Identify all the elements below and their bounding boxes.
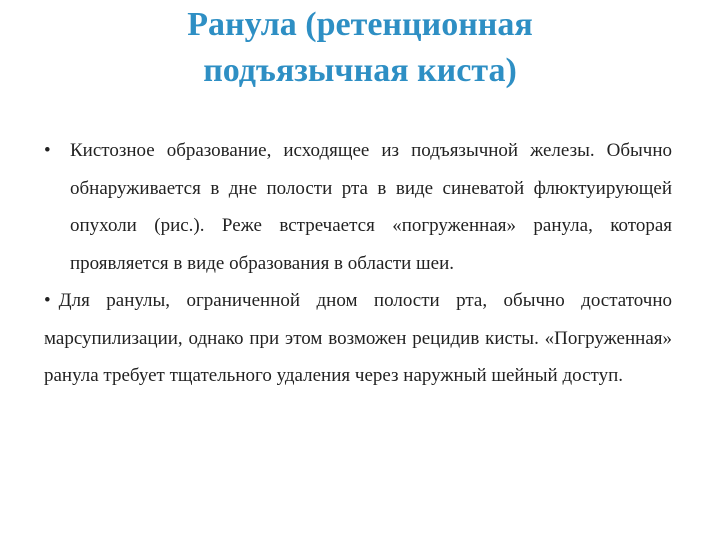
bullet-item-1	[44, 132, 672, 282]
slide-title-line-2: подъязычная киста)	[203, 52, 517, 89]
bullet-icon: •	[44, 290, 51, 311]
slide-title-line-1: Ранула (ретенционная	[187, 6, 533, 43]
bullet-item-2	[44, 282, 672, 395]
bullet-item-1-text: Кистозное образование, исходящее из подъязычной железы. Обычно обнаруживается в дне полости рта в виде синеватой флюктуирующей опухоли (рис.). Реже встречается «погруженная» ранула, которая проявляется в виде образования в области шеи.	[70, 140, 672, 274]
bullet-item-2-text: Для ранулы, ограниченной дном полости рта, обычно достаточно марсупилизации, однако при этом возможен рецидив кисты. «Погруженная» ранула требует тщательного удаления через наружный шейный доступ.	[44, 290, 672, 386]
slide-body	[44, 132, 672, 395]
bullet-icon: •	[44, 140, 51, 161]
slide-title	[60, 2, 660, 94]
